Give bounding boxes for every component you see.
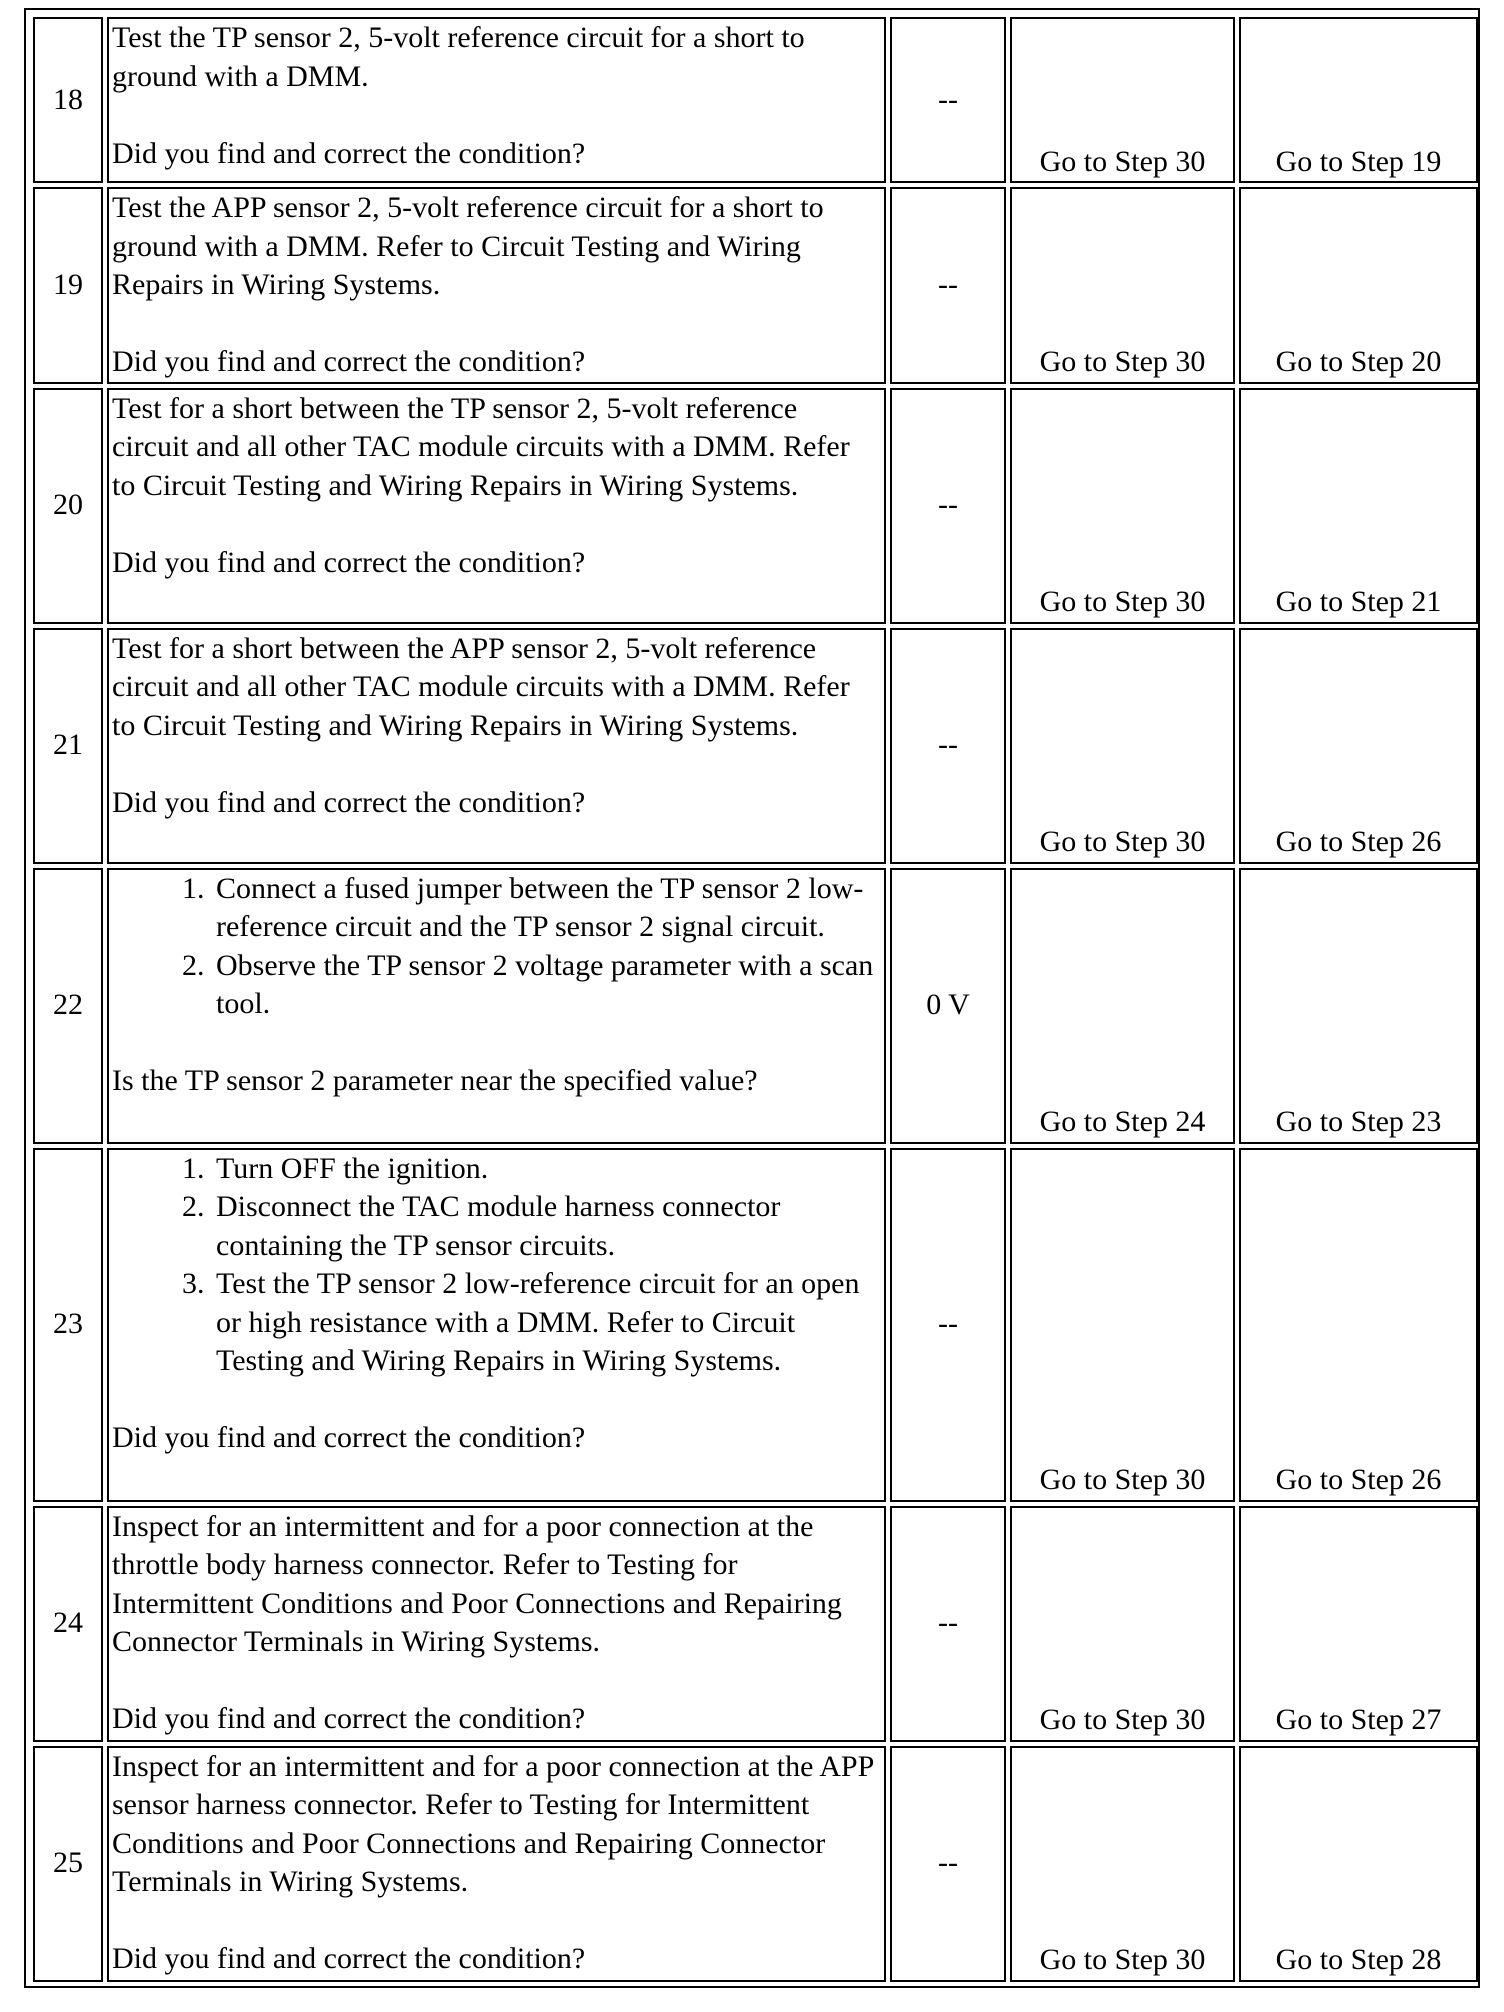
step-number: 21 xyxy=(33,628,103,864)
step-number: 22 xyxy=(33,868,103,1144)
substep-list xyxy=(112,1150,880,1381)
step-no-link[interactable]: Go to Step 23 xyxy=(1239,868,1478,1144)
table-row xyxy=(33,1148,1478,1502)
step-no-link[interactable]: Go to Step 26 xyxy=(1239,628,1478,864)
step-value: -- xyxy=(890,17,1006,183)
step-number: 20 xyxy=(33,388,103,624)
step-action xyxy=(107,388,886,624)
step-yes-link[interactable]: Go to Step 30 xyxy=(1010,1506,1235,1742)
step-yes-link[interactable]: Go to Step 30 xyxy=(1010,1746,1235,1982)
step-action xyxy=(107,628,886,864)
step-no-link[interactable]: Go to Step 21 xyxy=(1239,388,1478,624)
table-row xyxy=(33,1506,1478,1742)
step-no-link[interactable]: Go to Step 26 xyxy=(1239,1148,1478,1502)
step-no-link[interactable]: Go to Step 28 xyxy=(1239,1746,1478,1982)
step-value: -- xyxy=(890,1746,1006,1982)
table-row xyxy=(33,868,1478,1144)
table-row xyxy=(33,17,1478,183)
step-question: Is the TP sensor 2 parameter near the specified value? xyxy=(112,1064,758,1097)
substep-item: 1. Connect a fused jumper between the TP sensor 2 low-reference circuit and the TP sensor 2 signal circuit. xyxy=(212,870,880,947)
table-row xyxy=(33,388,1478,624)
step-value: -- xyxy=(890,187,1006,384)
step-question: Did you find and correct the condition? xyxy=(112,136,586,170)
step-yes-link[interactable]: Go to Step 30 xyxy=(1010,17,1235,183)
step-number: 25 xyxy=(33,1746,103,1982)
step-action xyxy=(107,1148,886,1502)
step-instruction: Test for a short between the TP sensor 2, 5-volt reference circuit and all other TAC module circuits with a DMM. Refer to Circuit Testing and Wiring Repairs in Wiring Systems. xyxy=(112,391,850,502)
step-yes-link[interactable]: Go to Step 30 xyxy=(1010,388,1235,624)
substep-item: 3. Test the TP sensor 2 low-reference circuit for an open or high resistance with a DMM. Refer to Circuit Testing and Wiring Repairs in Wiring Systems. xyxy=(212,1265,880,1381)
step-action xyxy=(107,1506,886,1742)
step-number: 18 xyxy=(33,17,103,183)
substep-list xyxy=(112,870,880,1024)
step-no-link[interactable]: Go to Step 27 xyxy=(1239,1506,1478,1742)
table-row xyxy=(33,628,1478,864)
step-yes-link[interactable]: Go to Step 30 xyxy=(1010,1148,1235,1502)
diagnostic-table-page xyxy=(24,8,1480,1988)
step-value: 0 V xyxy=(890,868,1006,1144)
step-instruction: Test for a short between the APP sensor 2, 5-volt reference circuit and all other TAC module circuits with a DMM. Refer to Circuit Testing and Wiring Repairs in Wiring Systems. xyxy=(112,631,850,742)
step-number: 24 xyxy=(33,1506,103,1742)
step-question: Did you find and correct the condition? xyxy=(112,1702,586,1735)
step-value: -- xyxy=(890,1506,1006,1742)
table-row xyxy=(33,1746,1478,1982)
step-question: Did you find and correct the condition? xyxy=(112,1421,586,1454)
step-instruction: Test the APP sensor 2, 5-volt reference circuit for a short to ground with a DMM. Refer to Circuit Testing and Wiring Repairs in Wiring Systems. xyxy=(112,191,824,301)
step-question: Did you find and correct the condition? xyxy=(112,785,586,819)
step-number: 19 xyxy=(33,187,103,384)
step-number: 23 xyxy=(33,1148,103,1502)
step-question: Did you find and correct the condition? xyxy=(112,545,586,579)
step-action xyxy=(107,17,886,183)
step-value: -- xyxy=(890,388,1006,624)
step-yes-link[interactable]: Go to Step 30 xyxy=(1010,628,1235,864)
step-instruction: Inspect for an intermittent and for a poor connection at the APP sensor harness connector. Refer to Testing for Intermittent Conditions and Poor Connections and Repairing Connector Terminals in Wiring Systems. xyxy=(112,1749,874,1898)
step-value: -- xyxy=(890,1148,1006,1502)
diagnostic-steps-table xyxy=(29,13,1482,1986)
substep-item: 2. Disconnect the TAC module harness connector containing the TP sensor circuits. xyxy=(212,1188,880,1265)
step-yes-link[interactable]: Go to Step 30 xyxy=(1010,187,1235,384)
substep-item: 1. Turn OFF the ignition. xyxy=(212,1150,880,1189)
step-action xyxy=(107,187,886,384)
step-action xyxy=(107,868,886,1144)
step-instruction: Test the TP sensor 2, 5-volt reference circuit for a short to ground with a DMM. xyxy=(112,21,805,93)
step-value: -- xyxy=(890,628,1006,864)
step-question: Did you find and correct the condition? xyxy=(112,1942,586,1975)
step-yes-link[interactable]: Go to Step 24 xyxy=(1010,868,1235,1144)
step-no-link[interactable]: Go to Step 19 xyxy=(1239,17,1478,183)
step-question: Did you find and correct the condition? xyxy=(112,345,586,378)
step-action xyxy=(107,1746,886,1982)
step-no-link[interactable]: Go to Step 20 xyxy=(1239,187,1478,384)
table-row xyxy=(33,187,1478,384)
substep-item: 2. Observe the TP sensor 2 voltage parameter with a scan tool. xyxy=(212,947,880,1024)
step-instruction: Inspect for an intermittent and for a poor connection at the throttle body harness connector. Refer to Testing for Intermittent Conditions and Poor Connections and Repairing Connector Terminals in Wiring Systems. xyxy=(112,1509,842,1658)
